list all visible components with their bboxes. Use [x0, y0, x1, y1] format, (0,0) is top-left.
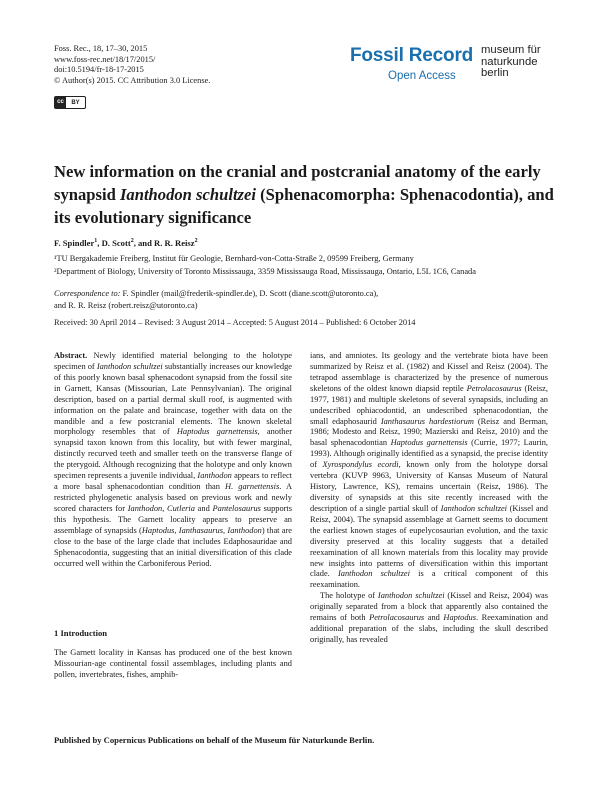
cc-logo-mark: cc — [55, 97, 66, 108]
abstract-label: Abstract. — [54, 351, 88, 360]
by-logo-mark: BY — [71, 99, 80, 106]
museum-logo-text — [481, 45, 541, 80]
right-column — [310, 351, 548, 646]
citation-block — [54, 44, 210, 86]
affiliation-1: ¹TU Bergakademie Freiberg, Institut für Geologie, Bernhard-von-Cotta-Straße 2, 09599 Freiberg, Germany — [54, 254, 414, 263]
section-heading-introduction: 1 Introduction — [54, 628, 108, 638]
publisher-footer: Published by Copernicus Publications on behalf of the Museum für Naturkunde Berlin. — [54, 735, 375, 745]
museum-line-3: berlin — [481, 67, 509, 79]
journal-citation: Foss. Rec., 18, 17–30, 2015 — [54, 44, 148, 53]
affiliations — [54, 252, 476, 278]
article-url[interactable]: www.foss-rec.net/18/17/2015/ — [54, 54, 156, 64]
cc-by-license-icon — [54, 96, 86, 109]
doi[interactable]: doi:10.5194/fr-18-17-2015 — [54, 65, 144, 75]
right-paragraph-1: ians, and amniotes. Its geology and the vertebrate biota have been summarized by Reisz et al. (1982) and Kissel and Reisz (2004). The tetrapod assemblage is characterized by the presence of numerous skeletons of the oldest known diapsid reptile Petrolacosaurus (Reisz, 1977, 1981) and multiple skeletons of several synapsids, including an undescribed ophiacodontid, an undescribed sphenacodontian, the small edaphosaurid Ianthasaurus hardestiorum (Reisz and Berman, 1986; Modesto and Reisz, 1990; Mazierski and Reisz, 2010) and the basal sphenacodontian Haptodus garnettensis (Currie, 1977; Laurin, 1993). Although originally identified as a synapsid, the precise identity of Xyrospondylus ecordi, known only from the holotype dorsal vertebra (KUVP 9963, University of Kansas Museum of Natural History, Lawrence, KS), remains uncertain (Reisz, 1986). The diversity of synapsids at this site recently increased with the description of a single partial skull of Ianthodon schultzei (Kissel and Reisz, 2004). The synapsid assemblage at Garnett seems to document the earliest known stages of eupelycosaurian evolution, and the taxic diversity preserved at this locality suggests that a detailed reexamination of all known materials from this locality may provide new insights into patterns of diversification within this important clade. Ianthodon schultzei is a critical component of this reexamination. — [310, 351, 549, 590]
journal-brand — [350, 46, 473, 83]
correspondence: Correspondence to: F. Spindler (mail@frederik-spindler.de), D. Scott (diane.scott@utoronto.ca), and R. R. Reisz (robert.reisz@utoronto.ca) — [54, 289, 379, 310]
publication-dates: Received: 30 April 2014 – Revised: 3 August 2014 – Accepted: 5 August 2014 – Published: 6 October 2014 — [54, 318, 416, 327]
affiliation-2: ²Department of Biology, University of Toronto Mississauga, 3359 Mississauga Road, Mississauga, Ontario, L5L 1C6, Canada — [54, 267, 476, 276]
open-access-label: Open Access — [388, 70, 456, 82]
right-paragraph-2: The holotype of Ianthodon schultzei (Kissel and Reisz, 2004) was originally separated from a block that apparently also contained the remains of both Petrolacosaurus and Haptodus. Reexamination and additional preparation of the slabs, including the skull described originally, has revealed — [310, 591, 548, 644]
abstract: Abstract. Newly identified material belonging to the holotype specimen of Ianthodon schultzei substantially increases our knowledge of this poorly known basal sphenacodont synapsid from the fossil site in Garnett, Kansas (Missourian, Late Pennsylvanian). The original description, based on a partial dermal skull roof, is augmented with information on the palate and braincase, together with data on the mandible and a few postcranial elements. The known skeletal morphology resembles that of Haptodus garnettensis, another synapsid taxon known from this locality, but with fewer marginal, distinctly recurved teeth and smaller teeth on the transverse flange of the pterygoid. Although recognizing that the holotype and only known specimen represents a juvenile individual, Ianthodon appears to reflect a more basal sphenacodontian condition than H. garnettensis. A restricted phylogenetic analysis based on previous work and newly scored characters for Ianthodon, Cutleria and Pantelosaurus supports this hypothesis. The Garnett locality appears to preserve an assemblage of synapsids (Haptodus, Ianthasaurus, Ianthodon) that are close to the base of the large clade that includes Edaphosauridae and Sphenacodontia, suggesting that an initial diversification of this clade occurred well within the Carboniferous Period. — [54, 351, 293, 568]
journal-title: Fossil Record — [350, 45, 474, 66]
article-title: New information on the cranial and postcranial anatomy of the early synapsid Ianthodon schultzei (Sphenacomorpha: Sphenacodontia), and its evolutionary significance — [54, 162, 554, 227]
copyright-line: © Author(s) 2015. CC Attribution 3.0 License. — [54, 75, 211, 85]
intro-paragraph: The Garnett locality in Kansas has produced one of the best known Missourian-age continental fossil assemblages, including plants and pollen, invertebrates, fishes, amphib- — [54, 648, 292, 679]
museum-line-2: naturkunde — [481, 55, 538, 68]
author-list: F. Spindler$^1$, D. Scott$^2$, and R. R. Reisz$^2$ — [54, 238, 198, 248]
museum-line-1: museum für — [481, 44, 541, 56]
